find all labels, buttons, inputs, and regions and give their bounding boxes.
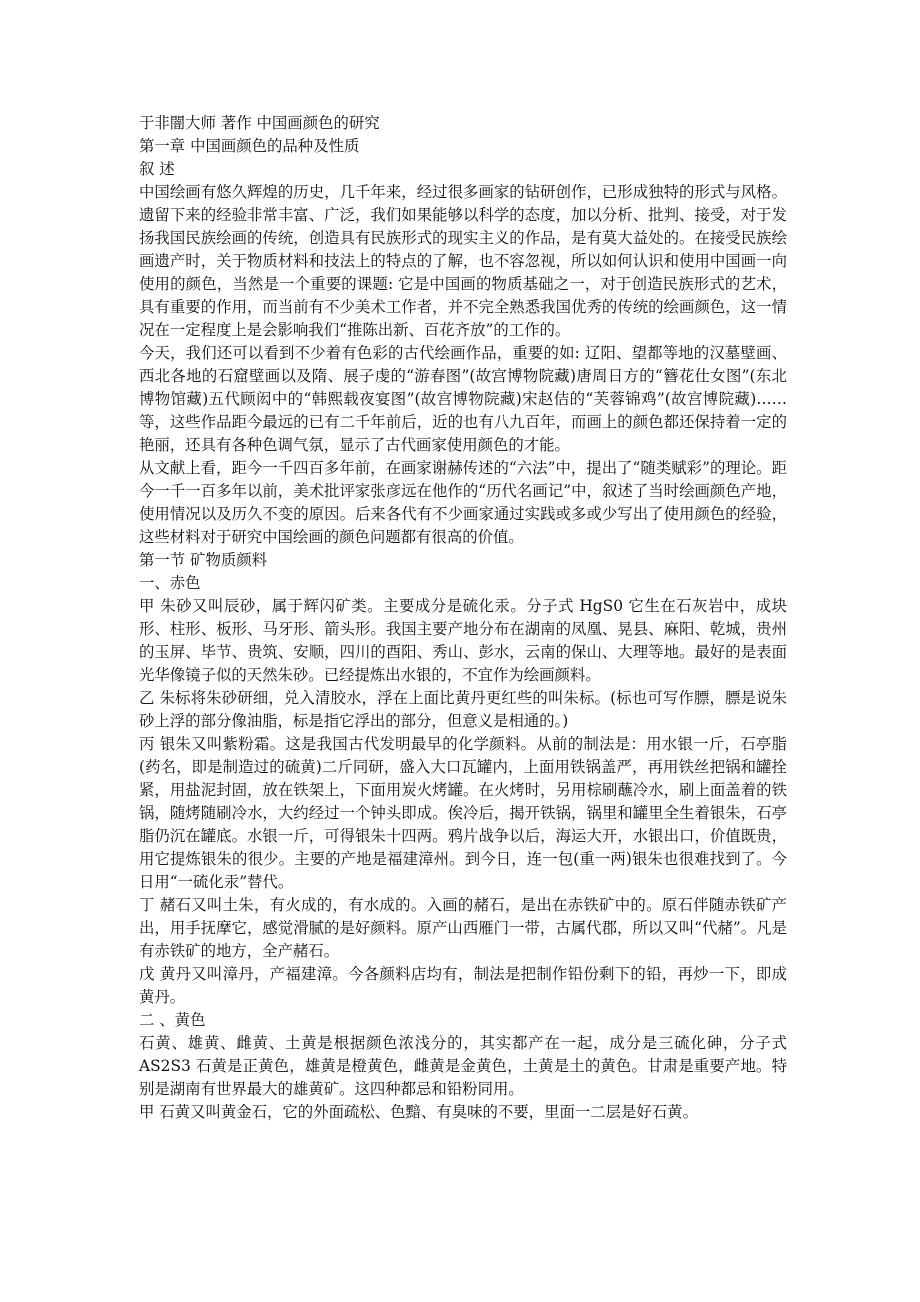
section-heading: 叙 述 bbox=[139, 160, 175, 178]
paragraph-cinnabar: 甲 朱砂又叫辰砂，属于辉闪矿类。主要成分是硫化汞。分子式 HgS0 它生在石灰岩中，成块形、柱形、板形、马牙形、箭头形。我国主要产地分布在湖南的凤凰、晃县、麻阳、乾城，贵州的玉屏、毕节、贵筑、安顺，四川的酉阳、秀山、彭水，云南的保山、大理等地。最好的是表面光华像镜子似的天然朱砂。已经提炼出水银的，不宜作为绘画颜料。 bbox=[139, 597, 787, 684]
paragraph-orpiment: 甲 石黄又叫黄金石，它的外面疏松、色黯、有臭味的不要，里面一二层是好石黄。 bbox=[139, 1103, 698, 1121]
subsection-heading-yellow: 二 、黄色 bbox=[139, 1011, 206, 1029]
document-title: 于非闇大师 著作 中国画颜色的研究 bbox=[139, 114, 380, 132]
section-heading-mineral: 第一节 矿物质颜料 bbox=[139, 551, 268, 569]
paragraph-literature: 从文献上看，距今一千四百多年前，在画家谢赫传述的“六法”中，提出了“随类赋彩”的理论。距今一千一百多年以前，美术批评家张彦远在他作的“历代名画记”中，叙述了当时绘画颜色产地，使用情况以及历久不变的原因。后来各代有不少画家通过实践或多或少写出了使用颜色的经验，这些材料对于研究中国绘画的颜色问题都有很高的价值。 bbox=[139, 459, 787, 546]
chapter-heading: 第一章 中国画颜色的品种及性质 bbox=[139, 137, 360, 155]
paragraph-yellow-pigments: 石黄、雄黄、雌黄、土黄是根据颜色浓浅分的，其实都产在一起，成分是三硫化砷，分子式 AS2S3 石黄是正黄色，雄黄是橙黄色，雌黄是金黄色，土黄是土的黄色。甘肃是重要产地。特别是湖南有世界最大的雄黄矿。这四种都忌和铅粉同用。 bbox=[139, 1034, 787, 1098]
subsection-heading-red: 一、赤色 bbox=[139, 574, 201, 592]
paragraph-intro: 中国绘画有悠久辉煌的历史，几千年来，经过很多画家的钻研创作，已形成独特的形式与风格。遗留下来的经验非常丰富、广泛，我们如果能够以科学的态度，加以分析、批判、接受，对于发扬我国民族绘画的传统，创造具有民族形式的现实主义的作品，是有莫大益处的。在接受民族绘画遗产时，关于物质材料和技法上的特点的了解，也不容忽视，所以如何认识和使用中国画一向使用的颜色，当然是一个重要的课题: 它是中国画的物质基础之一，对于创造民族形式的艺术，具有重要的作用，而当前有不少美术工作者，并不完全熟悉我国优秀的传统的绘画颜色，这一情况在一定程度上是会影响我们“推陈出新、百花齐放”的工作的。 bbox=[139, 183, 787, 339]
paragraph-minium: 戊 黄丹又叫漳丹，产福建漳。今各颜料店均有，制法是把制作铅份剩下的铅，再炒一下，即成黄丹。 bbox=[139, 965, 787, 1006]
paragraph-vermilion: 丙 银朱又叫紫粉霜。这是我国古代发明最早的化学颜料。从前的制法是：用水银一斤，石亭脂(药名，即是制造过的硫黄)二斤同研，盛入大口瓦罐内，上面用铁锅盖严，再用铁丝把锅和罐拴紧，用盐泥封固，放在铁架上，下面用炭火烤罐。在火烤时，另用棕刷蘸冷水，刷上面盖着的铁锅，随烤随刷冷水，大约经过一个钟头即成。俟冷后，揭开铁锅，锅里和罐里全生着银朱，石亭脂仍沉在罐底。水银一斤，可得银朱十四两。鸦片战争以后，海运大开，水银出口，价值既贵，用它提炼银朱的很少。主要的产地是福建漳州。到今日，连一包(重一两)银朱也很难找到了。今日用“一硫化汞”替代。 bbox=[139, 735, 787, 891]
paragraph-ochre: 丁 赭石又叫土朱，有火成的，有水成的。入画的赭石，是出在赤铁矿中的。原石伴随赤铁矿产出，用手抚摩它，感觉滑腻的是好颜料。原产山西雁门一带，古属代郡，所以又叫“代赭”。凡是有赤铁矿的地方，全产赭石。 bbox=[139, 896, 787, 960]
paragraph-ancient-works: 今天，我们还可以看到不少着有色彩的古代绘画作品，重要的如: 辽阳、望都等地的汉墓壁画、西北各地的石窟壁画以及隋、展子虔的“游春图”(故宫博物院藏)唐周日方的“簪花仕女图”(东北博物馆藏)五代顾闳中的“韩熙载夜宴图”(故宫博物院藏)宋赵佶的“芙蓉锦鸡”(故宫博院藏)……等，这些作品距今最远的已有二千年前后，近的也有八九百年，而画上的颜色都还保持着一定的艳丽，还具有各种色调气氛，显示了古代画家使用颜色的才能。 bbox=[139, 344, 787, 454]
paragraph-zhubiao: 乙 朱标将朱砂研细，兑入清胶水，浮在上面比黄丹更红些的叫朱标。(标也可写作膘，膘是说朱砂上浮的部分像油脂，标是指它浮出的部分，但意义是相通的。) bbox=[139, 689, 787, 730]
document-page bbox=[139, 112, 787, 1124]
